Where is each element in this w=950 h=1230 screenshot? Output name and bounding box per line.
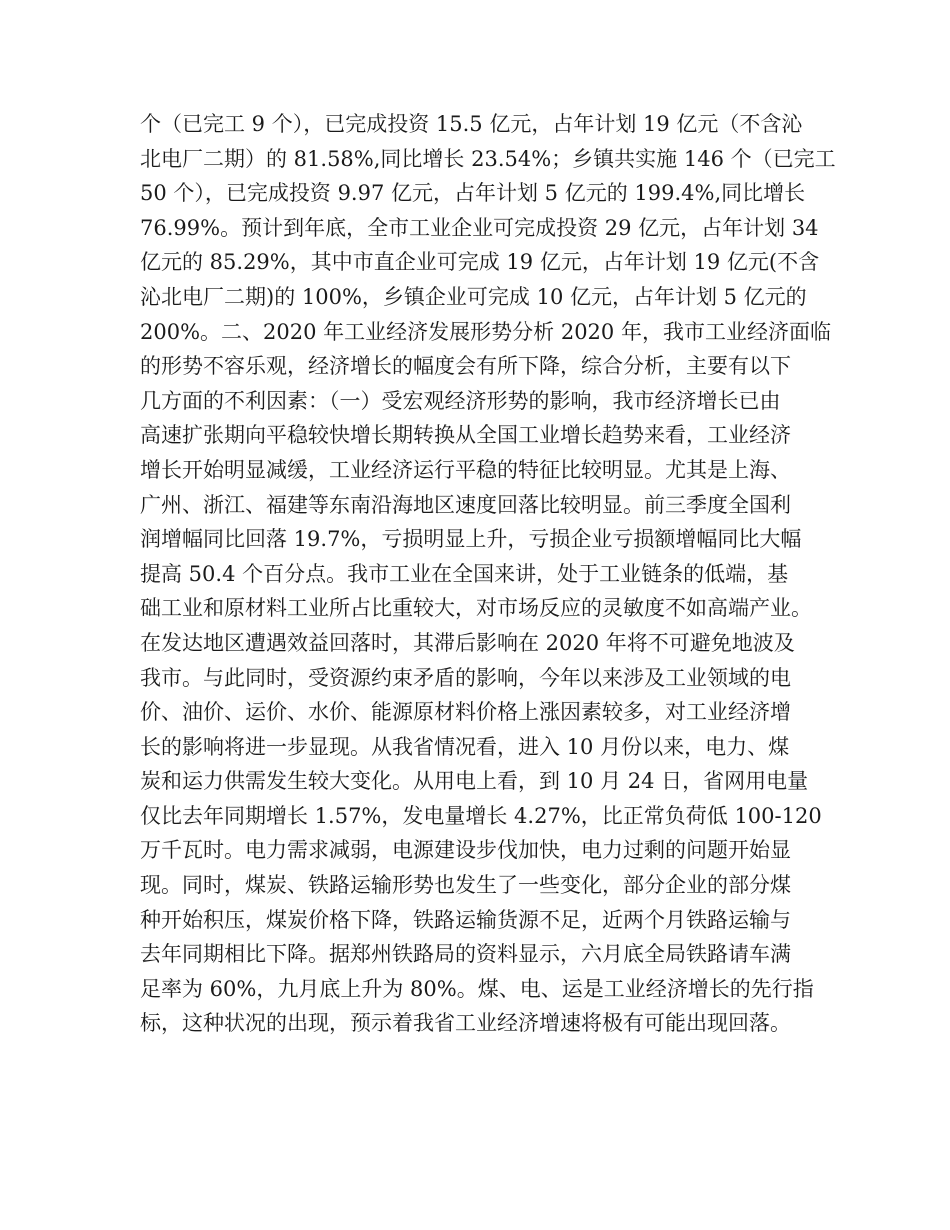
text-line: 础工业和原材料工业所占比重较大，对市场反应的灵敏度不如高端产业。	[140, 596, 812, 621]
text-line: 去年同期相比下降。据郑州铁路局的资料显示，六月底全局铁路请车满	[140, 942, 791, 967]
text-line: 在发达地区遭遇效益回落时，其滞后影响在 2020 年将不可避免地波及	[140, 630, 795, 655]
text-line: 几方面的不利因素：（一）受宏观经济形势的影响，我市经济增长已由	[140, 388, 781, 413]
text-line: 炭和运力供需发生较大变化。从用电上看，到 10 月 24 日，省网用电量	[140, 769, 809, 794]
text-line: 沁北电厂二期)的 100%，乡镇企业可完成 10 亿元，占年计划 5 亿元的	[140, 284, 807, 309]
body-paragraph	[140, 107, 840, 1041]
text-line: 足率为 60%，九月底上升为 80%。煤、电、运是工业经济增长的先行指	[140, 976, 814, 1001]
text-line: 亿元的 85.29%，其中市直企业可完成 19 亿元，占年计划 19 亿元(不含	[140, 250, 820, 275]
text-line: 种开始积压，煤炭价格下降，铁路运输货源不足，近两个月铁路运输与	[140, 907, 791, 932]
text-line: 万千瓦时。电力需求减弱，电源建设步伐加快，电力过剩的问题开始显	[140, 838, 791, 863]
text-line: 仅比去年同期增长 1.57%，发电量增长 4.27%，比正常负荷低 100-120	[140, 803, 822, 828]
text-line: 价、油价、运价、水价、能源原材料价格上涨因素较多，对工业经济增	[140, 700, 791, 725]
text-line: 200%。二、2020 年工业经济发展形势分析 2020 年，我市工业经济面临	[140, 319, 831, 344]
text-line: 长的影响将进一步显现。从我省情况看，进入 10 月份以来，电力、煤	[140, 734, 790, 759]
text-line: 增长开始明显减缓，工业经济运行平稳的特征比较明显。尤其是上海、	[140, 457, 791, 482]
text-line: 提高 50.4 个百分点。我市工业在全国来讲，处于工业链条的低端，基	[140, 561, 789, 586]
text-line: 现。同时，煤炭、铁路运输形势也发生了一些变化，部分企业的部分煤	[140, 873, 791, 898]
text-line: 高速扩张期向平稳较快增长期转换从全国工业增长趋势来看，工业经济	[140, 423, 791, 448]
text-line: 北电厂二期）的 81.58%,同比增长 23.54%；乡镇共实施 146 个（已完工	[140, 146, 836, 171]
text-line: 的形势不容乐观，经济增长的幅度会有所下降，综合分析，主要有以下	[140, 354, 791, 379]
text-line: 标，这种状况的出现，预示着我省工业经济增速将极有可能出现回落。	[140, 1011, 791, 1036]
text-line: 我市。与此同时，受资源约束矛盾的影响，今年以来涉及工业领域的电	[140, 665, 791, 690]
text-line: 50 个），已完成投资 9.97 亿元，占年计划 5 亿元的 199.4%,同比增长	[140, 181, 806, 206]
text-line: 广州、浙江、福建等东南沿海地区速度回落比较明显。前三季度全国利	[140, 492, 791, 517]
text-line: 个（已完工 9 个），已完成投资 15.5 亿元，占年计划 19 亿元（不含沁	[140, 112, 803, 136]
text-line: 润增幅同比回落 19.7%，亏损明显上升，亏损企业亏损额增幅同比大幅	[140, 527, 802, 552]
text-line: 76.99%。预计到年底，全市工业企业可完成投资 29 亿元，占年计划 34	[140, 215, 819, 240]
